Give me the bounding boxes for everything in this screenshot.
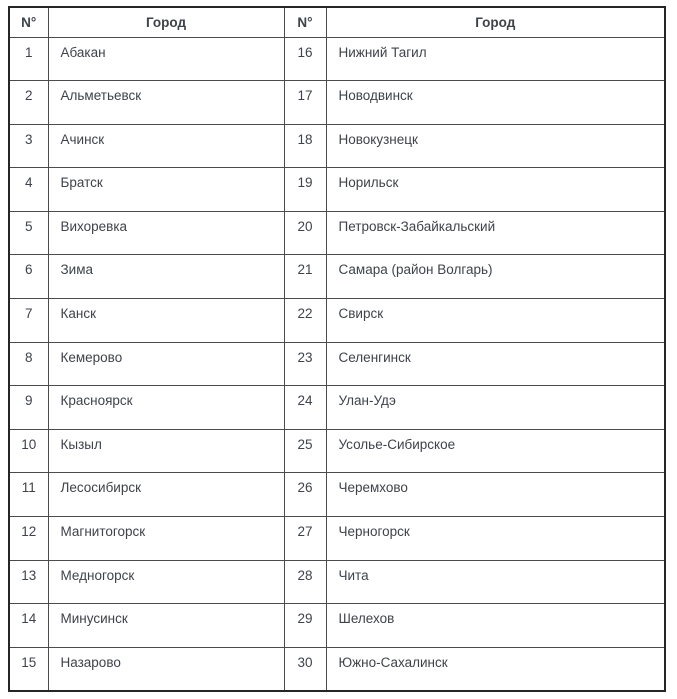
city-name-right-cell: Южно-Сахалинск: [326, 647, 665, 691]
column-header-city-right: Город: [326, 7, 665, 37]
city-name-left-cell: Минусинск: [48, 604, 284, 648]
city-name-left-cell: Медногорск: [48, 560, 284, 604]
city-name-right-cell: Новокузнецк: [326, 124, 665, 168]
table-row: [9, 124, 665, 168]
row-number-right-cell: 27: [284, 517, 326, 561]
city-name-right-cell: Шелехов: [326, 604, 665, 648]
row-number-left-cell: 7: [9, 299, 48, 343]
column-header-number-right: N°: [284, 7, 326, 37]
city-name-right-cell: Селенгинск: [326, 342, 665, 386]
table-row: [9, 168, 665, 212]
table-row: [9, 386, 665, 430]
row-number-right-cell: 20: [284, 211, 326, 255]
row-number-right-cell: 19: [284, 168, 326, 212]
row-number-right-cell: 29: [284, 604, 326, 648]
column-header-city-left: Город: [48, 7, 284, 37]
city-name-right-cell: Нижний Тагил: [326, 37, 665, 81]
row-number-right-cell: 24: [284, 386, 326, 430]
row-number-right-cell: 18: [284, 124, 326, 168]
city-name-right-cell: Черемхово: [326, 473, 665, 517]
city-name-left-cell: Братск: [48, 168, 284, 212]
city-name-left-cell: Абакан: [48, 37, 284, 81]
table-row: [9, 81, 665, 125]
row-number-right-cell: 21: [284, 255, 326, 299]
row-number-left-cell: 11: [9, 473, 48, 517]
row-number-left-cell: 9: [9, 386, 48, 430]
row-number-left-cell: 6: [9, 255, 48, 299]
city-name-left-cell: Магнитогорск: [48, 517, 284, 561]
row-number-right-cell: 17: [284, 81, 326, 125]
city-name-right-cell: Новодвинск: [326, 81, 665, 125]
row-number-left-cell: 3: [9, 124, 48, 168]
row-number-left-cell: 14: [9, 604, 48, 648]
city-name-left-cell: Канск: [48, 299, 284, 343]
table-row: [9, 342, 665, 386]
row-number-left-cell: 10: [9, 429, 48, 473]
city-name-left-cell: Альметьевск: [48, 81, 284, 125]
city-name-right-cell: Самара (район Волгарь): [326, 255, 665, 299]
row-number-left-cell: 5: [9, 211, 48, 255]
row-number-left-cell: 13: [9, 560, 48, 604]
city-name-left-cell: Зима: [48, 255, 284, 299]
cities-table: [8, 6, 666, 692]
row-number-right-cell: 23: [284, 342, 326, 386]
row-number-right-cell: 30: [284, 647, 326, 691]
city-name-right-cell: Норильск: [326, 168, 665, 212]
city-name-left-cell: Ачинск: [48, 124, 284, 168]
city-name-right-cell: Улан-Удэ: [326, 386, 665, 430]
table-row: [9, 604, 665, 648]
city-name-left-cell: Кызыл: [48, 429, 284, 473]
city-name-left-cell: Кемерово: [48, 342, 284, 386]
table-row: [9, 560, 665, 604]
city-name-right-cell: Свирск: [326, 299, 665, 343]
row-number-left-cell: 4: [9, 168, 48, 212]
table-row: [9, 37, 665, 81]
row-number-left-cell: 2: [9, 81, 48, 125]
city-name-right-cell: Усолье-Сибирское: [326, 429, 665, 473]
row-number-right-cell: 26: [284, 473, 326, 517]
row-number-right-cell: 16: [284, 37, 326, 81]
row-number-right-cell: 28: [284, 560, 326, 604]
table-row: [9, 473, 665, 517]
row-number-right-cell: 22: [284, 299, 326, 343]
city-name-left-cell: Лесосибирск: [48, 473, 284, 517]
row-number-left-cell: 15: [9, 647, 48, 691]
table-row: [9, 647, 665, 691]
table-row: [9, 429, 665, 473]
table-row: [9, 211, 665, 255]
table-row: [9, 517, 665, 561]
city-name-left-cell: Вихоревка: [48, 211, 284, 255]
city-name-right-cell: Петровск-Забайкальский: [326, 211, 665, 255]
table-row: [9, 255, 665, 299]
table-body: [9, 37, 665, 691]
city-name-right-cell: Чита: [326, 560, 665, 604]
row-number-left-cell: 8: [9, 342, 48, 386]
row-number-left-cell: 12: [9, 517, 48, 561]
table-row: [9, 299, 665, 343]
row-number-right-cell: 25: [284, 429, 326, 473]
row-number-left-cell: 1: [9, 37, 48, 81]
city-name-right-cell: Черногорск: [326, 517, 665, 561]
column-header-number-left: N°: [9, 7, 48, 37]
city-name-left-cell: Назарово: [48, 647, 284, 691]
header-row: [9, 7, 665, 37]
city-name-left-cell: Красноярск: [48, 386, 284, 430]
